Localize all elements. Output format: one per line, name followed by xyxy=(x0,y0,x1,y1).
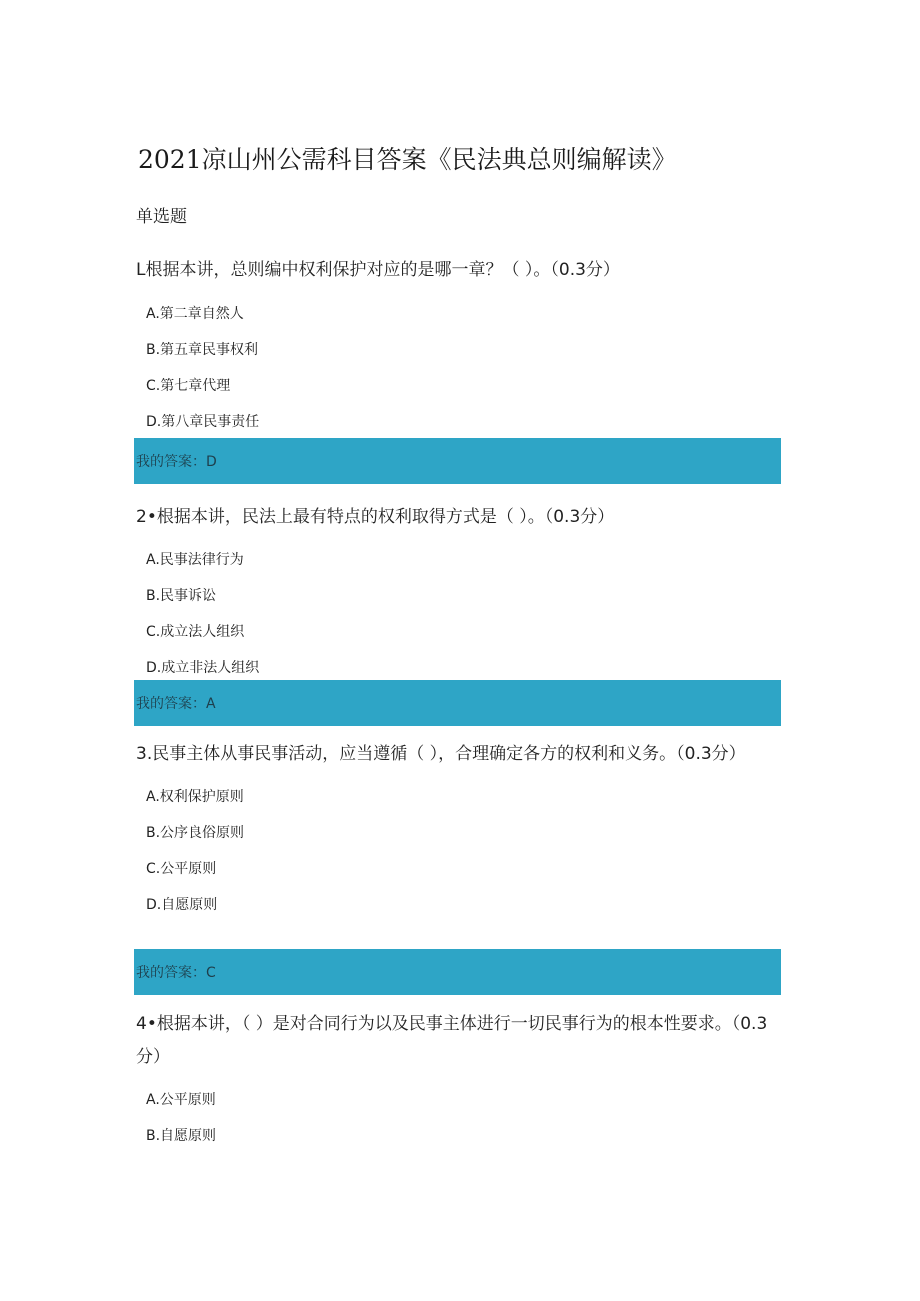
answer-bar xyxy=(134,680,781,726)
option-c[interactable]: C.第七章代理 xyxy=(146,378,231,394)
answer-bar xyxy=(134,949,781,995)
option-list xyxy=(136,779,786,923)
question-2 xyxy=(136,501,786,686)
question-text: 2•根据本讲，民法上最有特点的权利取得方式是（ ）。（0.3分） xyxy=(136,507,615,527)
option-a[interactable]: A.公平原则 xyxy=(146,1092,216,1108)
option-d[interactable]: D.自愿原则 xyxy=(146,897,218,913)
option-b[interactable]: B.自愿原则 xyxy=(146,1128,217,1144)
option-list xyxy=(136,542,786,686)
option-c[interactable]: C.公平原则 xyxy=(146,861,217,877)
answer-text: 我的答案：C xyxy=(136,965,216,981)
document-title: 2021凉山州公需科目答案《民法典总则编解读》 xyxy=(138,145,677,174)
option-list xyxy=(136,1082,786,1154)
option-c[interactable]: C.成立法人组织 xyxy=(146,624,245,640)
option-list xyxy=(136,296,786,440)
section-title: 单选题 xyxy=(136,207,187,227)
answer-bar xyxy=(134,438,781,484)
question-1 xyxy=(136,254,786,440)
option-b[interactable]: B.第五章民事权利 xyxy=(146,342,259,358)
question-text: 4•根据本讲，（ ）是对合同行为以及民事主体进行一切民事行为的根本性要求。（0.3分） xyxy=(136,1014,768,1067)
option-a[interactable]: A.民事法律行为 xyxy=(146,552,244,568)
question-text: 3.民事主体从事民事活动，应当遵循（ ），合理确定各方的权利和义务。（0.3分） xyxy=(136,744,746,764)
option-a[interactable]: A.第二章自然人 xyxy=(146,306,244,322)
answer-text: 我的答案：D xyxy=(136,454,217,470)
question-3 xyxy=(136,738,786,923)
option-b[interactable]: B.公序良俗原则 xyxy=(146,825,245,841)
answer-text: 我的答案：A xyxy=(136,696,216,712)
option-b[interactable]: B.民事诉讼 xyxy=(146,588,217,604)
option-d[interactable]: D.第八章民事责任 xyxy=(146,414,260,430)
question-4 xyxy=(136,1008,786,1154)
question-text: L根据本讲，总则编中权利保护对应的是哪一章？（ ）。（0.3分） xyxy=(136,260,620,280)
option-d[interactable]: D.成立非法人组织 xyxy=(146,660,260,676)
option-a[interactable]: A.权利保护原则 xyxy=(146,789,244,805)
